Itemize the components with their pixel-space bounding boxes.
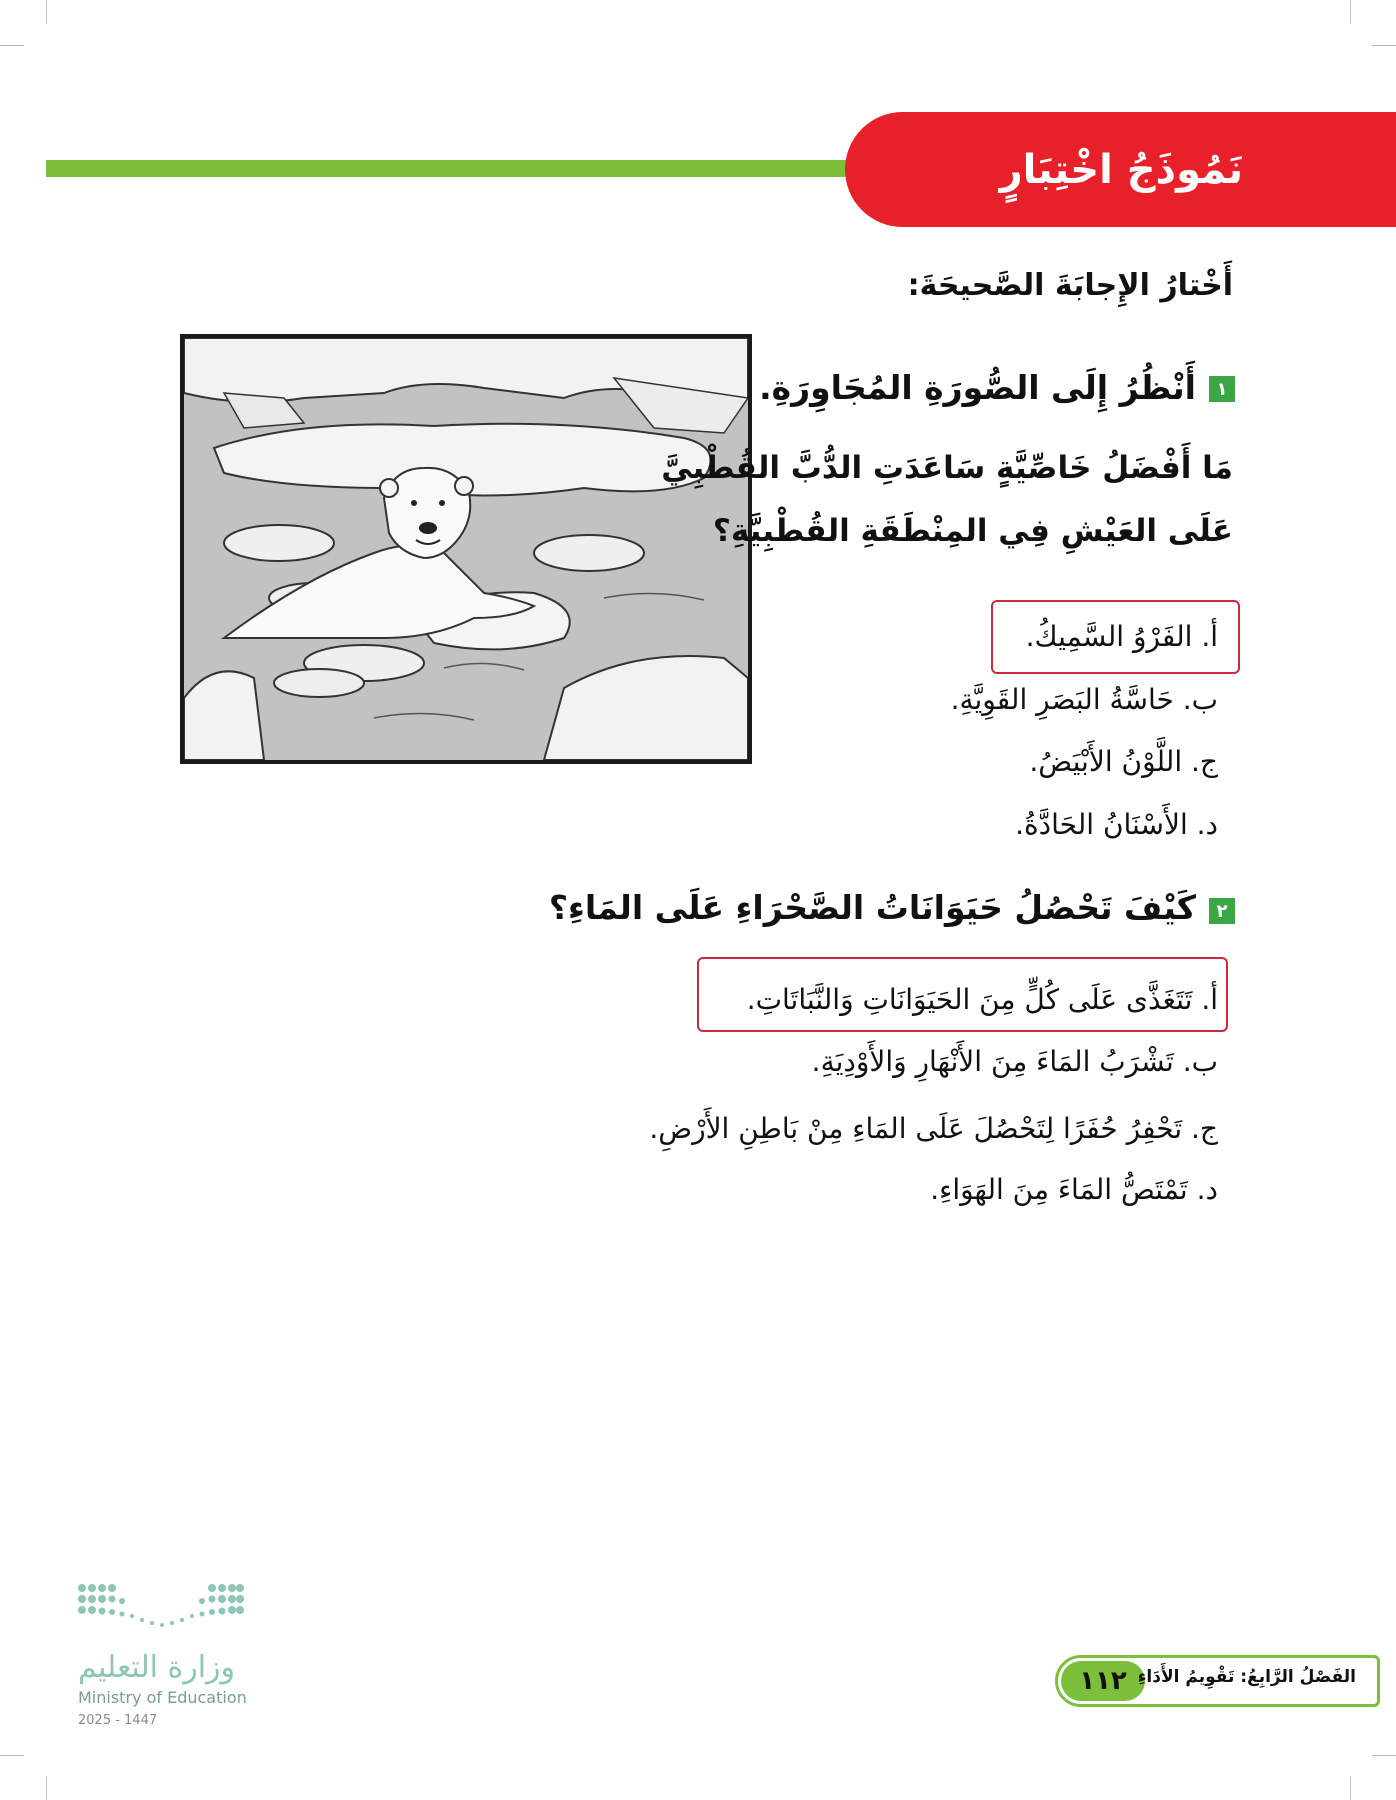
option-text: الأَسْنَانُ الحَادَّةُ. [1015, 808, 1188, 841]
page-title: نَمُوذَجُ اخْتِبَارٍ [999, 146, 1243, 193]
crop-mark [46, 1776, 47, 1800]
question-2-prompt: كَيْفَ تَحْصُلُ حَيَوَانَاتُ الصَّحْرَاءِ عَلَى المَاءِ؟ [548, 888, 1196, 927]
ministry-name-arabic: وزارة التعليم [78, 1650, 236, 1685]
question-1-text-line2: عَلَى العَيْشِ فِي المِنْطَقَةِ القُطْبِيَّةِ؟ [712, 513, 1233, 549]
instruction-text: أَخْتارُ الإِجابَةَ الصَّحيحَةَ: [907, 268, 1233, 303]
option-text: تَتَغَذَّى عَلَى كُلٍّ مِنَ الحَيَوَانَاتِ وَالنَّبَاتَاتِ. [746, 983, 1193, 1016]
crop-mark [0, 1755, 24, 1756]
option-letter: ج. [1191, 1112, 1218, 1145]
crop-mark [1350, 0, 1351, 24]
title-banner [845, 112, 1396, 227]
question-1-option-b[interactable] [951, 683, 1218, 716]
option-text: تَشْرَبُ المَاءَ مِنَ الأَنْهَارِ وَالأَوْدِيَةِ. [811, 1045, 1174, 1078]
ministry-year: 2025 - 1447 [78, 1713, 158, 1728]
question-1-option-c[interactable] [1029, 745, 1218, 778]
question-2-option-c[interactable] [649, 1112, 1218, 1145]
question-2-option-b[interactable] [812, 1045, 1218, 1078]
crop-mark [0, 45, 24, 46]
crop-mark [1372, 1755, 1396, 1756]
option-letter: ج. [1191, 745, 1218, 778]
header-green-rule [46, 160, 856, 177]
option-letter: د. [1196, 1173, 1218, 1206]
option-text: حَاسَّةُ البَصَرِ القَوِيَّةِ. [950, 683, 1174, 716]
option-letter: أ. [1201, 983, 1218, 1016]
question-2-number: ٢ [1209, 898, 1235, 924]
option-text: تَمْتَصُّ المَاءَ مِنَ الهَوَاءِ. [930, 1173, 1188, 1206]
option-text: اللَّوْنُ الأَبْيَضُ. [1029, 745, 1183, 778]
crop-mark [1372, 45, 1396, 46]
page-number: ١١٢ [1061, 1661, 1145, 1701]
option-letter: ب. [1182, 1045, 1218, 1078]
question-1-option-a[interactable] [1026, 620, 1218, 653]
question-2-option-d[interactable] [930, 1173, 1218, 1206]
polar-bear-drawing [184, 338, 748, 760]
question-1-number: ١ [1209, 376, 1235, 402]
ministry-logo-icon [76, 1582, 246, 1642]
polar-bear-illustration [180, 334, 752, 764]
ministry-name-english: Ministry of Education [78, 1688, 247, 1707]
question-1-prompt: أَنْظُرُ إِلَى الصُّورَةِ المُجَاوِرَةِ. [759, 368, 1196, 407]
option-letter: أ. [1201, 620, 1218, 653]
option-text: الفَرْوُ السَّمِيكُ. [1025, 620, 1193, 653]
footer-chapter-label: الفَصْلُ الرَّابِعُ: تَقْوِيمُ الأَدَاءِ [1137, 1667, 1356, 1687]
question-1-option-d[interactable] [1015, 808, 1218, 841]
question-2-option-a[interactable] [747, 983, 1218, 1016]
crop-mark [46, 0, 47, 24]
option-letter: د. [1196, 808, 1218, 841]
crop-mark [1350, 1776, 1351, 1800]
question-1-text-line1: مَا أَفْضَلُ خَاصِّيَّةٍ سَاعَدَتِ الدُّبَّ القُطْبِيَّ [661, 450, 1233, 486]
option-text: تَحْفِرُ حُفَرًا لِتَحْصُلَ عَلَى المَاءِ مِنْ بَاطِنِ الأَرْضِ. [649, 1112, 1183, 1145]
option-letter: ب. [1182, 683, 1218, 716]
